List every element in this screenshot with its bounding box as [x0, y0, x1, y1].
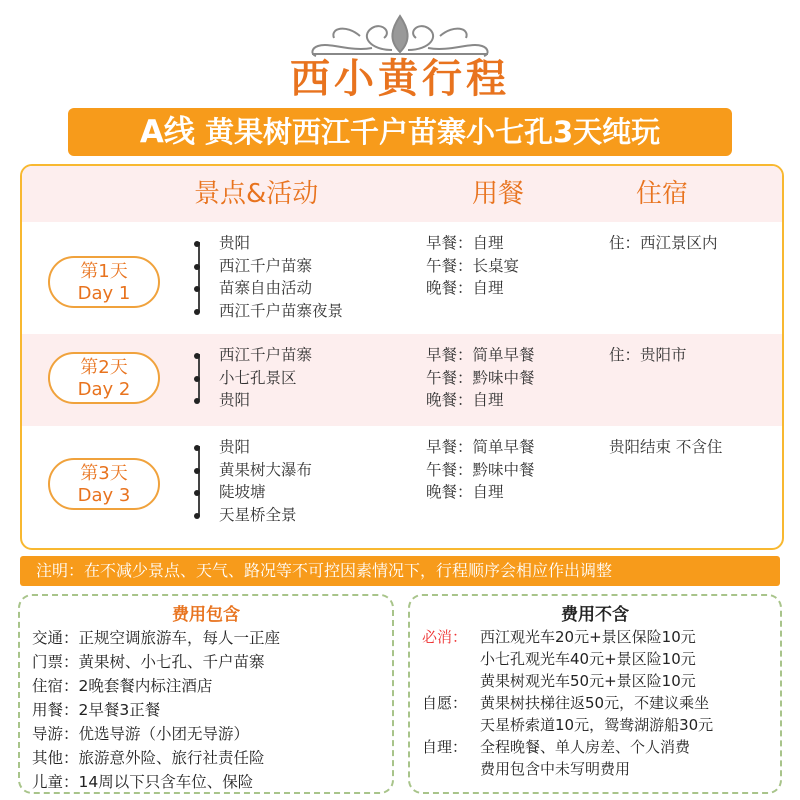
stops-list	[219, 232, 343, 322]
day-label-en: Day 1	[77, 283, 131, 304]
meal-item: 午餐：黔味中餐	[426, 460, 535, 479]
day-label-cn: 第1天	[80, 261, 128, 282]
day-badge	[48, 458, 160, 510]
included-item: 用餐：2早餐3正餐	[32, 701, 161, 719]
decorative-flourish	[0, 6, 800, 62]
stop-item: 天星桥全景	[219, 505, 297, 524]
route-banner	[68, 108, 732, 156]
stop-item: 贵阳	[219, 438, 251, 456]
stop-item: 西江千户苗寨夜景	[219, 301, 344, 320]
stop-item: 贵阳	[219, 234, 251, 252]
timeline-dot	[194, 376, 200, 382]
included-item: 儿童：14周以下只含车位、保险	[32, 773, 254, 791]
day-label-cn: 第2天	[80, 357, 128, 378]
meal-item: 午餐：长桌宴	[426, 256, 520, 275]
meal-item: 午餐：黔味中餐	[426, 368, 535, 387]
meal-item: 早餐：简单早餐	[426, 346, 535, 364]
day-label-en: Day 3	[77, 485, 131, 506]
timeline-dot	[194, 241, 200, 247]
note-bar: 注明：在不减少景点、天气、路况等不可控因素情况下，行程顺序会相应作出调整	[20, 556, 780, 586]
header-meals: 用餐	[472, 179, 525, 209]
itinerary-table	[20, 164, 784, 550]
timeline-dot	[194, 286, 200, 292]
included-item: 交通：正规空调旅游车，每人一正座	[32, 629, 281, 647]
stops-list	[219, 436, 312, 526]
meal-item: 早餐：自理	[426, 234, 504, 252]
meal-item: 晚餐：自理	[426, 279, 504, 297]
meals-list	[426, 344, 535, 412]
excluded-text: 西江观光车20元+景区保险10元	[480, 628, 696, 646]
excluded-text: 全程晚餐、单人房差、个人消费	[480, 738, 691, 756]
included-title: 费用包含	[172, 605, 240, 625]
stop-item: 苗寨自由活动	[219, 279, 313, 297]
timeline-dot	[194, 445, 200, 451]
meal-item: 早餐：简单早餐	[426, 438, 535, 456]
stops-list	[219, 344, 312, 412]
timeline-dot	[194, 264, 200, 270]
excluded-label: 必消：	[422, 628, 468, 646]
excluded-title: 费用不含	[561, 605, 629, 625]
stop-item: 贵阳	[219, 391, 251, 409]
timeline-dot	[194, 513, 200, 519]
meal-item: 晚餐：自理	[426, 391, 504, 409]
stop-item: 西江千户苗寨	[219, 346, 313, 364]
excluded-label: 自理：	[422, 738, 468, 756]
excluded-box	[408, 594, 782, 794]
page-title: 西小黄行程	[290, 55, 510, 102]
day-row	[22, 222, 782, 334]
included-item: 住宿：2晚套餐内标注酒店	[32, 677, 213, 695]
timeline-line	[198, 446, 200, 516]
day-badge	[48, 256, 160, 308]
included-list	[32, 626, 280, 794]
day-badge	[48, 352, 160, 404]
timeline-dot	[194, 309, 200, 315]
excluded-label: 自愿：	[422, 694, 468, 712]
day-label-en: Day 2	[77, 379, 131, 400]
day-label-cn: 第3天	[80, 463, 128, 484]
timeline-dot	[194, 353, 200, 359]
stop-item: 黄果树大瀑布	[219, 460, 313, 479]
stay-info: 住：西江景区内	[609, 234, 718, 252]
excluded-text: 黄果树扶梯往返50元，不建议乘坐	[480, 694, 710, 712]
stay-info: 贵阳结束 不含住	[609, 438, 723, 456]
included-item: 导游：优选导游（小团无导游）	[32, 725, 250, 743]
included-item: 其他：旅游意外险、旅行社责任险	[32, 749, 265, 767]
route-tag: A线	[139, 114, 195, 150]
day-row	[22, 426, 782, 548]
included-box	[18, 594, 394, 794]
itinerary-header	[22, 166, 782, 222]
meals-list	[426, 436, 535, 504]
day-row	[22, 334, 782, 426]
excluded-text: 费用包含中未写明费用	[480, 760, 631, 778]
stop-item: 陡坡塘	[219, 483, 266, 501]
stay-info: 住：贵阳市	[609, 346, 687, 364]
timeline-line	[198, 242, 200, 312]
header-stay: 住宿	[636, 179, 689, 209]
timeline-dot	[194, 398, 200, 404]
included-item: 门票：黄果树、小七孔、千户苗寨	[32, 653, 265, 671]
timeline-dot	[194, 490, 200, 496]
meal-item: 晚餐：自理	[426, 483, 504, 501]
excluded-text: 天星桥索道10元，鸳鸯湖游船30元	[480, 716, 714, 734]
stop-item: 西江千户苗寨	[219, 256, 313, 275]
meals-list	[426, 232, 519, 300]
timeline-dot	[194, 468, 200, 474]
stop-item: 小七孔景区	[219, 368, 297, 387]
excluded-text: 小七孔观光车40元+景区险10元	[480, 650, 696, 668]
excluded-text: 黄果树观光车50元+景区险10元	[480, 672, 696, 690]
header-sights: 景点&活动	[194, 179, 319, 209]
route-text: 黄果树西江千户苗寨小七孔3天纯玩	[204, 115, 661, 149]
